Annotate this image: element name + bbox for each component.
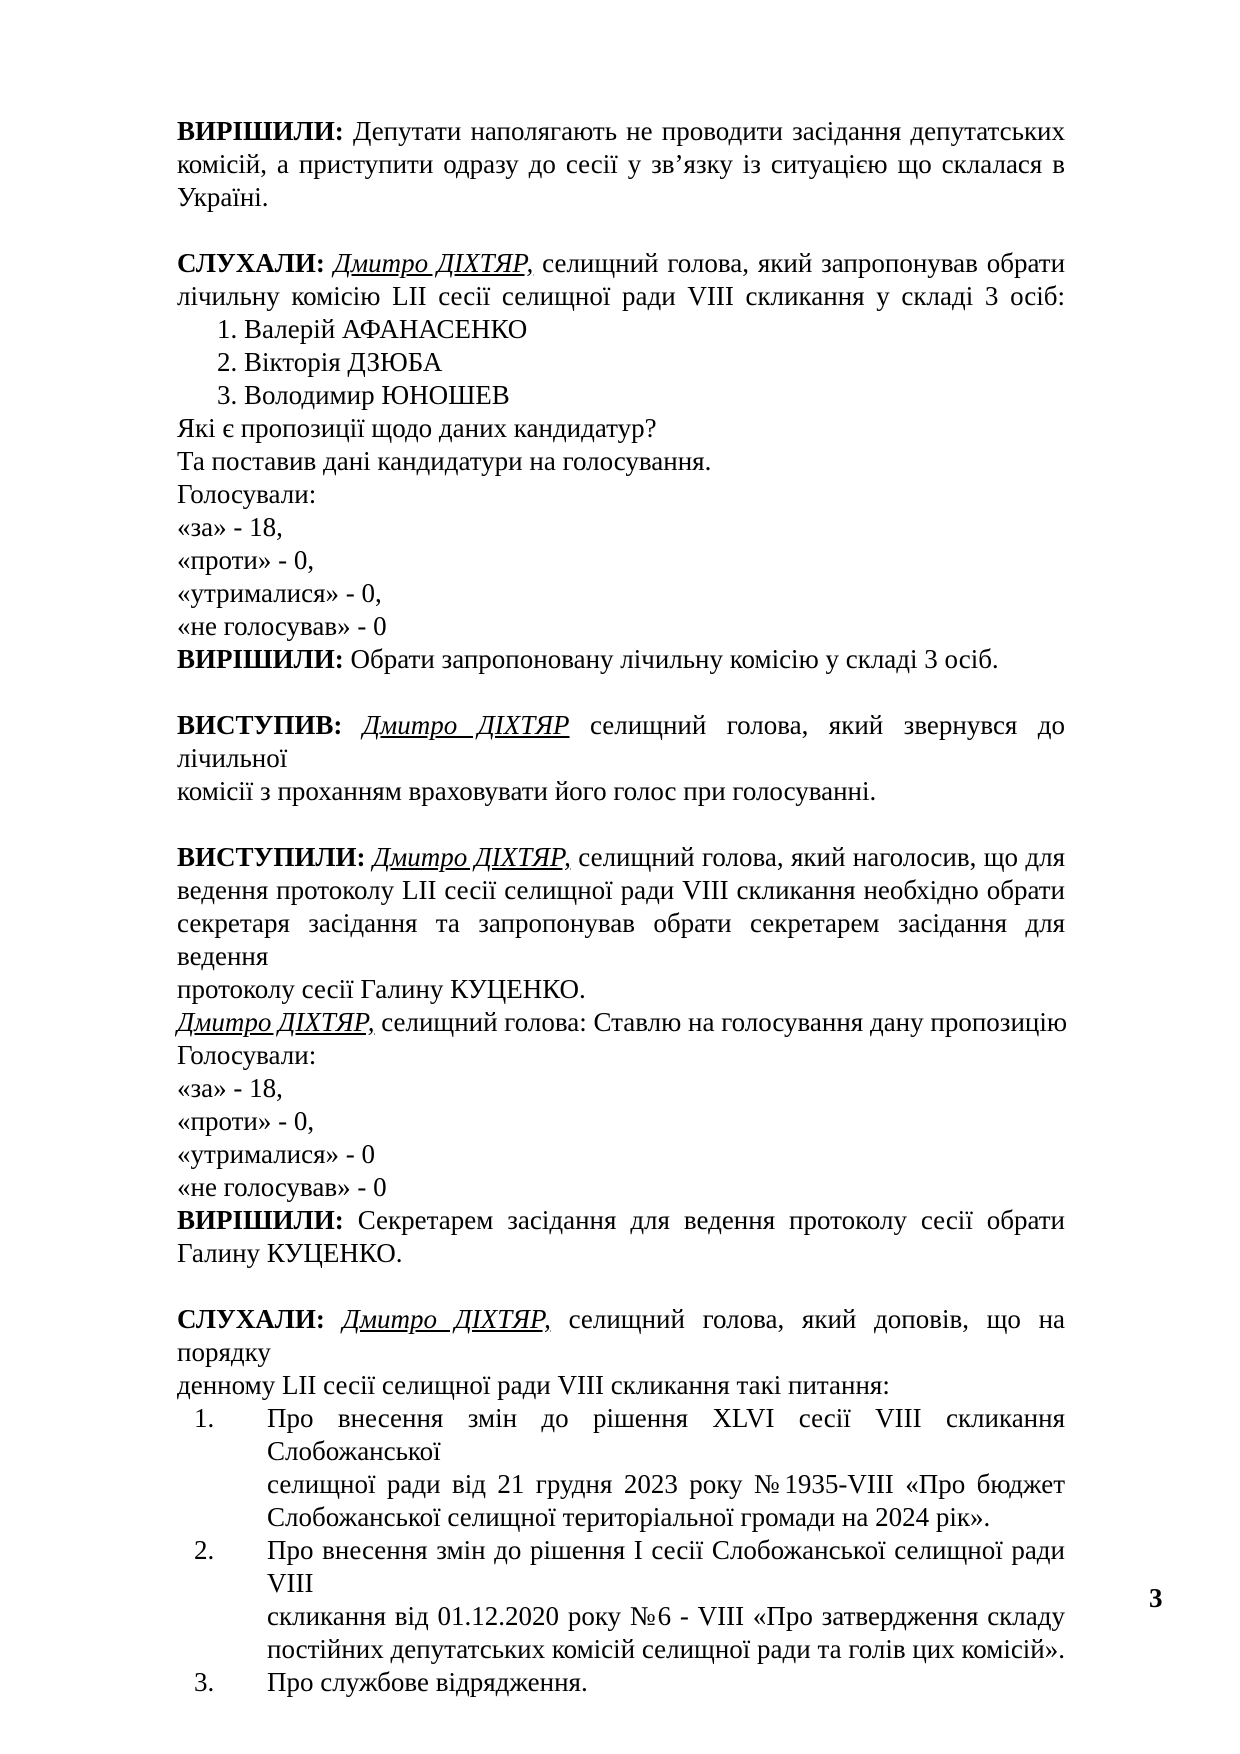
text-line: Галину КУЦЕНКО. [177,1238,403,1268]
list-item: 3. Володимир ЮНОШЕВ [217,380,510,410]
vote-abstained: «утрималися» - 0, [177,578,382,608]
text-line: комісії з проханням враховувати його голос при голосуванні. [177,776,877,806]
speaker-name: Дмитро ДІХТЯР, [177,1007,375,1037]
vote-for: «за» - 18, [177,1073,283,1103]
decided-label: ВИРІШИЛИ: [177,644,344,674]
spoke-label: ВИСТУПИВ: [177,710,343,740]
decision-line [177,115,1065,148]
text-line: Дмитро ДІХТЯР, селищний голова: Ставлю на голосування дану пропозицію [177,1007,1068,1037]
vote-against: «проти» - 0, [177,1106,315,1136]
speaker-name: Дмитро ДІХТЯР, [342,1304,551,1334]
text-line: секретаря засідання та запропонував обрати секретарем засідання для ведення [177,908,1065,971]
agenda-list [177,1402,1065,1699]
vote-against: «проти» - 0, [177,545,315,575]
text-line: денному LII сесії селищної ради VIII скликання такі питання: [177,1370,890,1400]
agenda-text: Про внесення змін до рішення XLVI сесії VIII скликання Слобожанської селищної ради від 21 грудня 2023 року №1935-VIII «Про бюджет Слобожанської селищної територіальної громади на 2024 рік». [267,1403,1065,1532]
agenda-number: 2. [194,1535,215,1565]
heard-line: СЛУХАЛИ: Дмитро ДІХТЯР, селищний голова, який доповів, що на порядку [177,1304,1066,1367]
agenda-item [177,1402,1065,1534]
decided-label: ВИРІШИЛИ: [177,1205,344,1235]
text-line: Україні. [177,182,269,212]
vote-heading: Голосували: [177,1040,317,1070]
heard-label: СЛУХАЛИ: [177,248,325,278]
speaker-name: Дмитро ДІХТЯР [362,710,570,740]
page-number: 3 [1149,1583,1163,1613]
decision-text: Депутати наполягають не проводити засідання депутатських [352,116,1066,146]
agenda-number: 1. [194,1403,215,1433]
list-item: 1. Валерій АФАНАСЕНКО [217,314,528,344]
vote-abstained: «утрималися» - 0 [177,1139,376,1169]
speaker-name: Дмитро ДІХТЯР, [372,842,571,872]
decision-line: ВИРІШИЛИ: Секретарем засідання для ведення протоколу сесії обрати [177,1205,1066,1235]
agenda-number: 3. [194,1667,215,1697]
heard-line: СЛУХАЛИ: Дмитро ДІХТЯР, селищний голова, який запропонував обрати [177,248,1066,278]
text-line: Та поставив дані кандидатури на голосування. [177,446,712,476]
agenda-text: Про внесення змін до рішення I сесії Слобожанської селищної ради VIII скликання від 01.12.2020 року №6 - VIII «Про затвердження складу постійних депутатських комісій селищної ради та голів цих комісій». [267,1535,1066,1664]
text-line: протоколу сесії Галину КУЦЕНКО. [177,974,586,1004]
text-line: лічильну комісію LII сесії селищної ради VIII скликання у складі 3 осіб: [177,281,1065,311]
text-line: Які є пропозиції щодо даних кандидатур? [177,413,657,443]
vote-for: «за» - 18, [177,512,283,542]
vote-heading: Голосували: [177,479,317,509]
spoke-label: ВИСТУПИЛИ: [177,842,366,872]
speaker-name: Дмитро ДІХТЯР, [333,248,534,278]
agenda-item [177,1666,1065,1699]
vote-not-voted: «не голосував» - 0 [177,1172,387,1202]
spoke-line: ВИСТУПИЛИ: Дмитро ДІХТЯР, селищний голова, який наголосив, що для [177,842,1066,872]
text-line: ведення протоколу LII сесії селищної ради VIII скликання необхідно обрати [177,875,1065,905]
vote-not-voted: «не голосував» - 0 [177,611,387,641]
agenda-text: Про службове відрядження. [267,1667,588,1697]
decision-line: ВИРІШИЛИ: Обрати запропоновану лічильну комісію у складі 3 осіб. [177,644,999,674]
text-line: комісій, а приступити одразу до сесії у зв’язку із ситуацією що склалася в [177,149,1065,179]
heard-label: СЛУХАЛИ: [177,1304,325,1334]
spoke-line: ВИСТУПИВ: Дмитро ДІХТЯР селищний голова, який звернувся до лічильної [177,710,1066,773]
page-content [177,115,1068,1699]
agenda-item [177,1534,1065,1666]
decided-label: ВИРІШИЛИ: [177,116,344,146]
list-item: 2. Вікторія ДЗЮБА [217,347,443,377]
